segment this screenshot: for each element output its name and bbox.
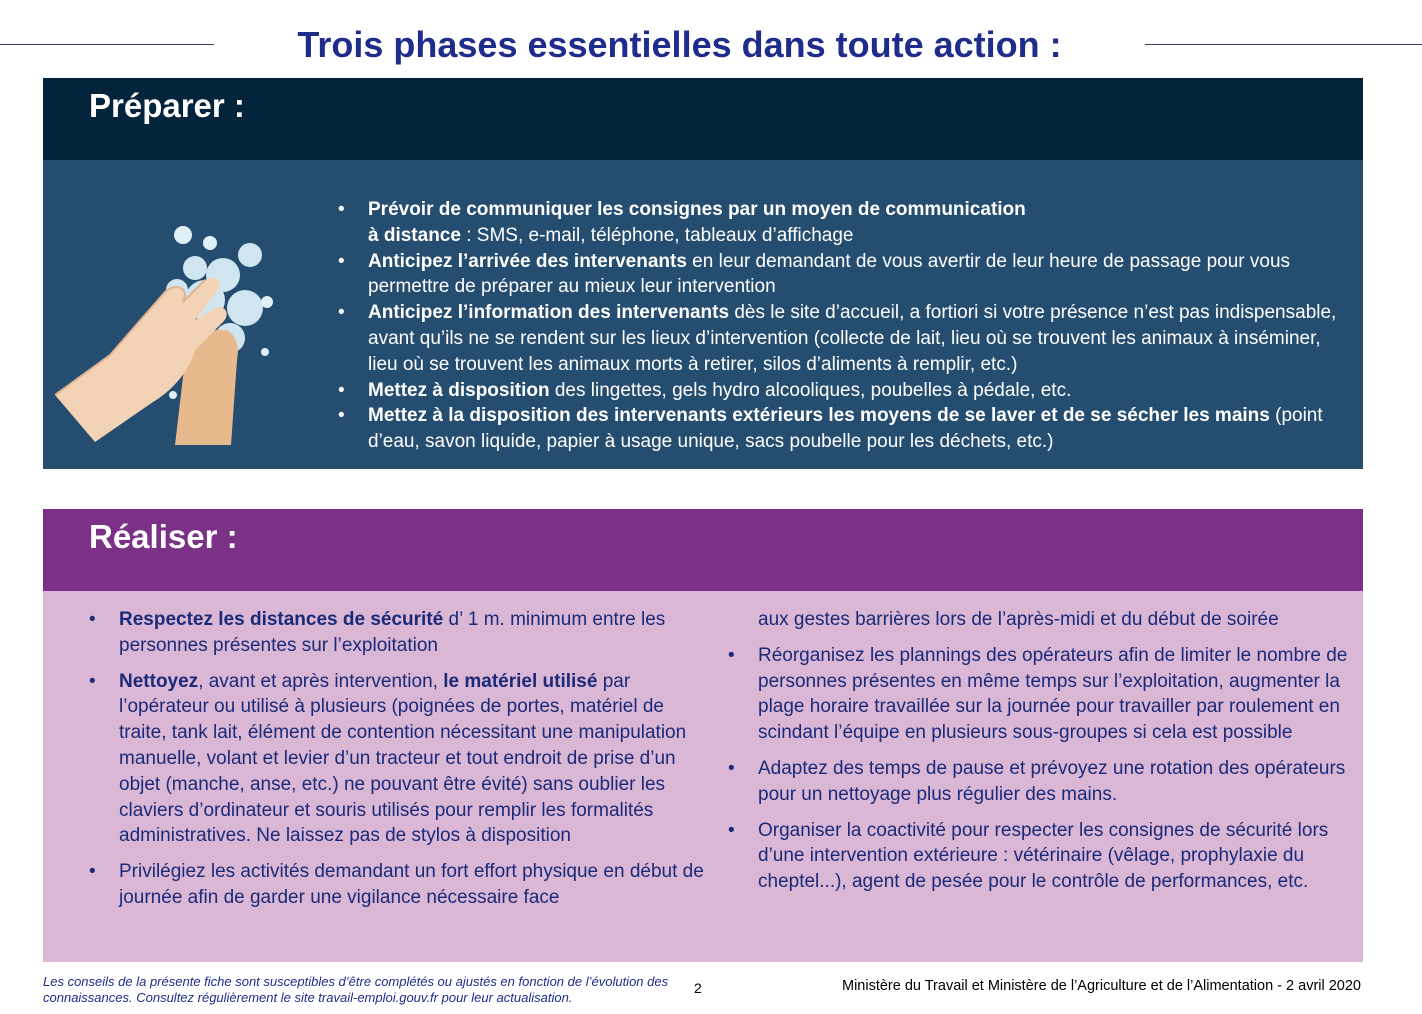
item-bold: Anticipez l’information des intervenants (368, 302, 730, 324)
title-rule-right (1145, 44, 1422, 45)
item-bold: Nettoyez (119, 670, 199, 692)
footer-source: Ministère du Travail et Ministère de l’Agriculture et de l’Alimentation - 2 avril 2020 (841, 978, 1361, 994)
item-bold: Mettez à disposition (368, 379, 550, 401)
list-item (119, 859, 709, 911)
item-text: des lingettes, gels hydro alcooliques, poubelles à pédale, etc. (549, 379, 1072, 401)
realiser-list-left (119, 607, 709, 921)
list-item (368, 300, 1353, 377)
item-text: Organiser la coactivité pour respecter les consignes de sécurité lors d’une intervention extérieure : vétérinaire (vêlage, prophylaxie du cheptel...), agent de pesée pour le contrôle de performances, etc. (758, 819, 1329, 893)
item-bold: Respectez les distances de sécurité (119, 609, 444, 630)
item-text: : SMS, e-mail, téléphone, tableaux d’affichage (460, 224, 854, 246)
item-text: en leur demandant de vous avertir de leur heure de passage pour vous permettre de préparer au mieux leur intervention (368, 250, 1291, 298)
item-text: Réorganisez les plannings des opérateurs afin de limiter le nombre de personnes présentes en même temps sur l’exploitation, augmenter la plage horaire travaillée sur la journée pour travailler par roulement en scindant l’équipe en plusieurs sous-groupes si cela est possible (758, 644, 1348, 744)
item-text: Adaptez des temps de pause et prévoyez une rotation des opérateurs pour un nettoyage plus régulier des mains. (758, 757, 1346, 805)
list-item (368, 197, 1353, 249)
item-text: (point d’eau, savon liquide, papier à usage unique, sacs poubelle pour les déchets, etc.) (368, 405, 1323, 453)
footer-note: Les conseils de la présente fiche sont susceptibles d’être complétés ou ajustés en fonction de l’évolution des connaissances. Consultez régulièrement le site travail-emploi.gouv.fr pour leur actualisation. (43, 974, 669, 1005)
item-bold: à distance (368, 224, 461, 246)
list-item (758, 818, 1348, 895)
preparer-body (43, 160, 1363, 469)
item-text: aux gestes barrières lors de l’après-midi et du début de soirée (758, 609, 1279, 630)
list-item (119, 607, 709, 659)
list-item (368, 249, 1353, 301)
item-text: , avant et après intervention, (198, 670, 444, 692)
preparer-header (43, 78, 1363, 160)
title-rule-left (0, 44, 214, 45)
list-item (758, 756, 1348, 808)
list-item (758, 643, 1348, 746)
list-item (119, 669, 709, 850)
hand-washing-icon (55, 220, 285, 445)
list-item (368, 378, 1353, 404)
realiser-title: Réaliser : (89, 518, 238, 555)
realiser-body (43, 591, 1363, 962)
page-title: Trois phases essentielles dans toute action : (297, 24, 1062, 65)
item-bold: le matériel utilisé (443, 670, 598, 692)
item-text: dès le site d’accueil, a fortiori si votre présence n’est pas indispensable, avant qu’ils ne se rendent sur les lieux d’intervention (collecte de lait, lieu où se trouvent les animaux à inséminer, lieu où se trouvent les animaux morts à retirer, silos d’aliments à remplir, etc.) (368, 302, 1337, 375)
list-item-continuation (758, 607, 1348, 633)
realiser-list-right (758, 607, 1348, 905)
item-text: par l’opérateur ou utilisé à plusieurs (poignées de portes, matériel de traite, tank lait, élément de contention nécessitant une manipulation manuelle, volant et levier d’un tracteur et tout endroit de prise d’un objet (manche, anse, etc.) ne pouvant être évité) sans oublier les claviers d’ordinateur et souris utilisés pour remplir les formalités administratives. Ne laissez pas de stylos à disposition (119, 670, 687, 847)
preparer-list (368, 197, 1353, 455)
item-text: d’ 1 m. minimum entre les personnes présentes sur l’exploitation (119, 609, 666, 656)
page-number: 2 (694, 980, 702, 996)
item-bold: Mettez à la disposition des intervenants extérieurs les moyens de se laver et de se sécher les mains (368, 405, 1270, 427)
item-bold: Anticipez l’arrivée des intervenants (368, 250, 687, 272)
list-item (368, 403, 1353, 455)
item-bold: Prévoir de communiquer les consignes par un moyen de communication (368, 199, 1026, 220)
item-text: Privilégiez les activités demandant un fort effort physique en début de journée afin de garder une vigilance nécessaire face (119, 861, 704, 908)
preparer-title: Préparer : (89, 87, 245, 124)
realiser-header (43, 509, 1363, 591)
